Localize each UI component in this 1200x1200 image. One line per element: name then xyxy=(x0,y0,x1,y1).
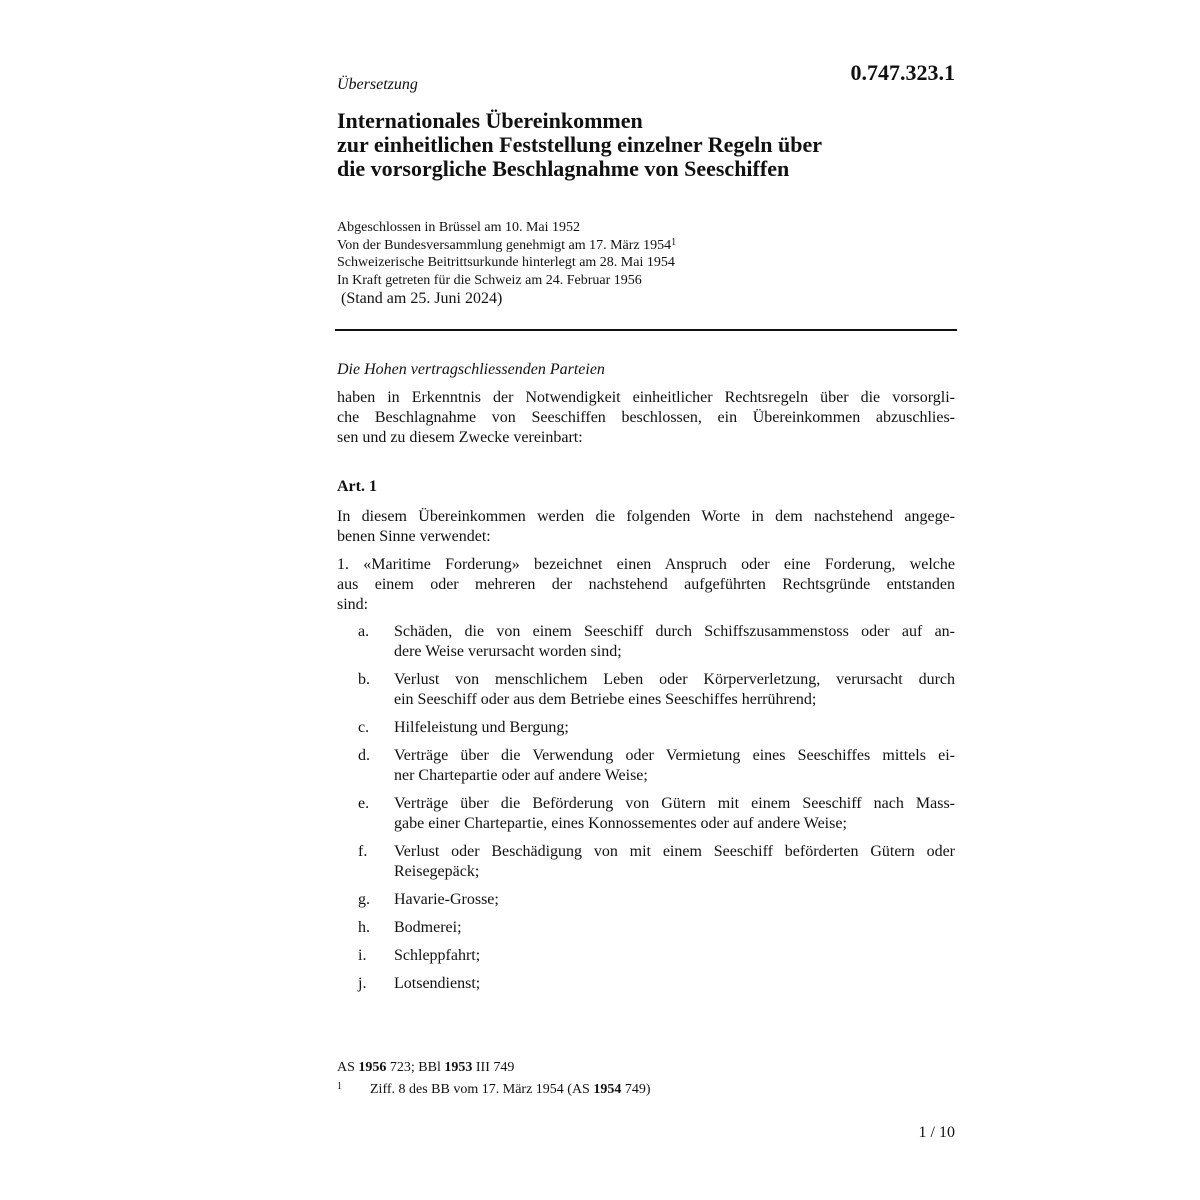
meta-in-force: In Kraft getreten für die Schweiz am 24. Februar 1956 xyxy=(337,272,642,288)
list-item-line: gabe einer Chartepartie, eines Konnossementes oder auf andere Weise; xyxy=(394,815,847,832)
list-item xyxy=(337,794,957,834)
list-letter: d. xyxy=(358,747,370,764)
list-letter: i. xyxy=(358,947,367,964)
list-item xyxy=(337,974,957,994)
text-line: sind: xyxy=(337,596,369,613)
footnote-year: 1954 xyxy=(593,1082,622,1097)
list-letter: c. xyxy=(358,719,370,736)
footnote-number: 1 xyxy=(337,1081,342,1092)
preamble-heading: Die Hohen vertragschliessenden Parteien xyxy=(337,361,605,378)
list-item xyxy=(337,842,957,882)
list-letter: a. xyxy=(358,623,370,640)
footnote-text-prefix: Ziff. 8 des BB vom 17. März 1954 (AS xyxy=(370,1082,594,1097)
list-item xyxy=(337,670,957,710)
claims-list xyxy=(337,622,957,1002)
footnote-1 xyxy=(337,1077,651,1099)
text-line: haben in Erkenntnis der Notwendigkeit einheitlicher Rechtsregeln über die vorsorgli- xyxy=(337,389,955,406)
footnote-text-suffix: 749) xyxy=(621,1082,651,1097)
preamble-text xyxy=(337,388,955,448)
source-bbl-year: 1953 xyxy=(444,1060,473,1075)
source-reference xyxy=(337,1058,651,1077)
list-item-line: Hilfeleistung und Bergung; xyxy=(394,719,569,736)
list-item-line: Verlust von menschlichem Leben oder Körperverletzung, verursacht durch xyxy=(394,671,955,688)
meta-approved xyxy=(337,237,957,255)
text-line: 1. «Maritime Forderung» bezeichnet einen Anspruch oder eine Forderung, welche xyxy=(337,556,955,573)
text-line: che Beschlagnahme von Seeschiffen beschlossen, ein Übereinkommen abzuschlies- xyxy=(337,409,955,426)
list-letter: g. xyxy=(358,891,370,908)
list-item-line: Verträge über die Verwendung oder Vermietung eines Seeschiffes mittels ei- xyxy=(394,747,955,764)
status-date: (Stand am 25. Juni 2024) xyxy=(341,290,503,307)
list-letter: f. xyxy=(358,843,368,860)
meta-approved-text: Von der Bundesversammlung genehmigt am 17. März 1954 xyxy=(337,237,672,253)
text-line: aus einem oder mehreren der nachstehend aufgeführten Rechtsgründe entstanden xyxy=(337,576,955,593)
list-letter: j. xyxy=(358,975,367,992)
title-line: Internationales Übereinkommen xyxy=(337,108,643,133)
list-item xyxy=(337,890,957,910)
title-line: zur einheitlichen Feststellung einzelner Regeln über xyxy=(337,132,822,157)
text-line: sen und zu diesem Zwecke vereinbart: xyxy=(337,429,583,446)
list-item-line: Lotsendienst; xyxy=(394,975,481,992)
list-item-line: Verträge über die Beförderung von Gütern mit einem Seeschiff nach Mass- xyxy=(394,795,955,812)
source-as-year: 1956 xyxy=(358,1060,387,1075)
meta-concluded: Abgeschlossen in Brüssel am 10. Mai 1952 xyxy=(337,220,581,235)
list-item xyxy=(337,918,957,938)
list-letter: e. xyxy=(358,795,370,812)
translation-label: Übersetzung xyxy=(337,76,418,93)
article-definition xyxy=(337,555,955,615)
list-item-line: Verlust oder Beschädigung von mit einem Seeschiff beförderten Gütern oder xyxy=(394,843,955,860)
list-item-line: dere Weise verursacht worden sind; xyxy=(394,643,622,660)
article-intro xyxy=(337,507,955,547)
list-item xyxy=(337,622,957,662)
source-as-prefix: AS xyxy=(337,1060,359,1075)
list-item xyxy=(337,746,957,786)
document-title xyxy=(337,109,957,181)
article-heading: Art. 1 xyxy=(337,478,377,495)
footnote-ref[interactable]: 1 xyxy=(671,236,677,248)
list-item-line: Havarie-Grosse; xyxy=(394,891,499,908)
list-item xyxy=(337,946,957,966)
source-as-page: 723; BBl xyxy=(386,1060,445,1075)
list-item-line: ein Seeschiff oder aus dem Betriebe eines Seeschiffes herrührend; xyxy=(394,691,817,708)
footnotes xyxy=(337,1058,651,1099)
list-item-line: ner Chartepartie oder auf andere Weise; xyxy=(394,767,648,784)
list-item xyxy=(337,718,957,738)
list-letter: h. xyxy=(358,919,370,936)
text-line: In diesem Übereinkommen werden die folgenden Worte in dem nachstehend angege- xyxy=(337,508,955,525)
document-metadata xyxy=(337,219,957,289)
meta-accession: Schweizerische Beitrittsurkunde hinterlegt am 28. Mai 1954 xyxy=(337,255,675,270)
list-item-line: Schäden, die von einem Seeschiff durch Schiffszusammenstoss oder auf an- xyxy=(394,623,955,640)
sr-number: 0.747.323.1 xyxy=(850,60,955,85)
list-letter: b. xyxy=(358,671,370,688)
list-item-line: Bodmerei; xyxy=(394,919,462,936)
header-divider xyxy=(335,329,957,331)
title-line: die vorsorgliche Beschlagnahme von Seeschiffen xyxy=(337,156,790,181)
text-line: benen Sinne verwendet: xyxy=(337,528,491,545)
list-item-line: Schleppfahrt; xyxy=(394,947,481,964)
list-item-line: Reisegepäck; xyxy=(394,863,480,880)
source-bbl-ref: III 749 xyxy=(472,1060,515,1075)
page-number: 1 / 10 xyxy=(918,1124,955,1141)
